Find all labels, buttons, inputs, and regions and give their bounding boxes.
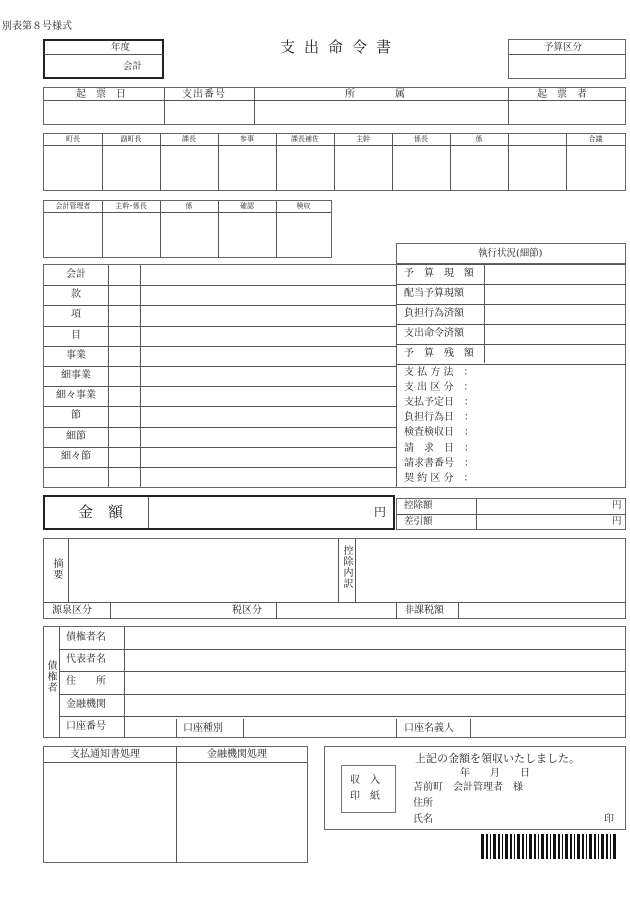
account-label: 会計 bbox=[123, 61, 143, 72]
barcode-image bbox=[481, 834, 620, 859]
divider bbox=[44, 212, 331, 213]
divider bbox=[60, 694, 625, 695]
divider bbox=[44, 100, 625, 101]
divider bbox=[397, 514, 625, 515]
divider bbox=[164, 88, 165, 125]
divider bbox=[44, 406, 396, 407]
divider bbox=[60, 671, 625, 672]
budget-item-label: 目 bbox=[71, 330, 81, 341]
approval-label: 町長 bbox=[66, 135, 80, 143]
summary-box bbox=[43, 538, 626, 619]
approval-label: 係長 bbox=[414, 135, 428, 143]
address-label: 住所 bbox=[413, 798, 433, 809]
shozoku-label: 所 属 bbox=[345, 89, 405, 100]
divider bbox=[355, 539, 356, 602]
form-label: 別表第８号様式 bbox=[2, 21, 72, 32]
execution-item-label: 配当予算現額 bbox=[404, 288, 464, 299]
divider bbox=[44, 366, 396, 367]
divider bbox=[509, 54, 625, 55]
divider bbox=[508, 88, 509, 125]
budget-item-label: 細々事業 bbox=[56, 390, 96, 401]
divider bbox=[44, 54, 163, 55]
divider bbox=[396, 719, 397, 737]
year-account-box bbox=[43, 39, 164, 79]
nontax-label: 非課税額 bbox=[404, 605, 444, 616]
divider bbox=[110, 603, 111, 619]
creditor-item-label: 代表者名 bbox=[66, 654, 106, 665]
divider bbox=[148, 497, 149, 528]
budget-item-label: 細節 bbox=[66, 431, 86, 442]
creditor-label: 債権者 bbox=[45, 660, 56, 693]
divider bbox=[397, 364, 625, 365]
accounting-label: 会計管理者 bbox=[55, 202, 91, 210]
account-holder-label: 口座名義人 bbox=[404, 723, 454, 734]
divider bbox=[68, 539, 69, 602]
stamp-label-1: 収 入 bbox=[350, 775, 380, 786]
divider bbox=[470, 719, 471, 737]
divider bbox=[508, 134, 509, 190]
divider bbox=[243, 719, 244, 737]
execution-item-label: 予 算 残 額 bbox=[404, 348, 474, 359]
notice-label: 支払通知書処理 bbox=[70, 749, 140, 760]
page-title: 支出命令書 bbox=[280, 38, 401, 56]
creditor-item-label: 債権者名 bbox=[66, 632, 106, 643]
divider bbox=[108, 265, 109, 487]
accounting-label: 確認 bbox=[240, 202, 254, 210]
approval-label: 課長 bbox=[182, 135, 196, 143]
payment-detail-label: 支払予定日 ： bbox=[404, 397, 474, 408]
budget-item-label: 細々節 bbox=[61, 451, 91, 462]
execution-item-label: 予 算 現 額 bbox=[404, 268, 474, 279]
creditor-item-label: 金融機関 bbox=[66, 699, 106, 710]
divider bbox=[59, 627, 60, 737]
divider bbox=[176, 719, 177, 737]
divider bbox=[397, 284, 625, 285]
divider bbox=[44, 467, 396, 468]
approval-label: 参事 bbox=[240, 135, 254, 143]
accounting-label: 係 bbox=[185, 202, 193, 210]
divider bbox=[484, 265, 485, 363]
creditor-box bbox=[43, 626, 626, 738]
payment-detail-label: 支 払 方 法 ： bbox=[404, 367, 474, 378]
payment-detail-label: 請 求 日 ： bbox=[404, 443, 474, 454]
divider bbox=[44, 602, 625, 603]
budget-item-label: 細事業 bbox=[61, 370, 91, 381]
tax-label: 税区分 bbox=[232, 605, 262, 616]
year-label: 年度 bbox=[111, 42, 131, 53]
net-yen: 円 bbox=[612, 516, 622, 527]
divider bbox=[44, 447, 396, 448]
divider bbox=[124, 627, 125, 737]
date-line: 年 月 日 bbox=[460, 768, 530, 779]
amount-yen: 円 bbox=[374, 505, 387, 519]
deduction-label: 控除額 bbox=[404, 500, 433, 511]
divider bbox=[176, 747, 177, 862]
divider bbox=[338, 539, 339, 602]
divider bbox=[140, 265, 141, 487]
divider bbox=[396, 265, 397, 487]
execution-title: 執行状況(細節) bbox=[478, 248, 543, 259]
payment-detail-label: 契 約 区 分 ： bbox=[404, 473, 474, 484]
receipt-text: 上記の金額を領収いたしました。 bbox=[415, 752, 580, 765]
divider bbox=[476, 499, 477, 529]
creditor-item-label: 住 所 bbox=[66, 676, 106, 687]
execution-item-label: 負担行為済額 bbox=[404, 308, 464, 319]
seal-label: 印 bbox=[604, 814, 614, 825]
divider bbox=[60, 649, 625, 650]
name-label: 氏名 bbox=[413, 814, 433, 825]
divider bbox=[458, 603, 459, 619]
payment-detail-label: 検査検収日 ： bbox=[404, 427, 474, 438]
approval-label: 課長補佐 bbox=[291, 135, 319, 143]
budget-category-label: 予算区分 bbox=[544, 42, 583, 53]
budget-item-label: 項 bbox=[71, 309, 81, 320]
bank-process-label: 金融機関処理 bbox=[207, 749, 267, 760]
divider bbox=[396, 603, 397, 619]
payment-detail-label: 負担行為日 ： bbox=[404, 412, 474, 423]
divider bbox=[44, 305, 396, 306]
shishutsu-no-label: 支出番号 bbox=[182, 89, 226, 100]
budget-item-label: 会計 bbox=[66, 269, 86, 280]
divider bbox=[254, 88, 255, 125]
receiver: 苫前町 会計管理者 様 bbox=[413, 782, 523, 793]
divider bbox=[397, 304, 625, 305]
approval-label: 主幹 bbox=[356, 135, 370, 143]
payment-detail-label: 支 出 区 分 ： bbox=[404, 382, 474, 393]
payment-detail-label: 請求書番号 ： bbox=[404, 458, 474, 469]
divider bbox=[397, 264, 625, 265]
approval-label: 合議 bbox=[588, 135, 603, 143]
deduction-detail-label: 控除内訳 bbox=[341, 545, 352, 589]
divider bbox=[44, 285, 396, 286]
kihyobi-label: 起 票 日 bbox=[76, 89, 126, 100]
divider bbox=[397, 344, 625, 345]
execution-item-label: 支出命令済額 bbox=[404, 328, 464, 339]
deduction-yen: 円 bbox=[612, 500, 622, 511]
budget-table bbox=[43, 264, 626, 488]
amount-label: 金 額 bbox=[78, 503, 124, 521]
account-type-label: 口座種別 bbox=[183, 723, 223, 734]
creditor-item-label: 口座番号 bbox=[66, 721, 106, 732]
divider bbox=[44, 346, 396, 347]
summary-label: 摘要 bbox=[51, 558, 62, 580]
accounting-label: 主幹･係長 bbox=[115, 202, 147, 210]
net-label: 差引額 bbox=[404, 516, 433, 527]
divider bbox=[44, 386, 396, 387]
revenue-stamp-box bbox=[341, 765, 396, 813]
divider bbox=[44, 427, 396, 428]
gensen-label: 源泉区分 bbox=[52, 605, 92, 616]
approval-label: 係 bbox=[475, 135, 483, 143]
divider bbox=[60, 716, 625, 717]
approval-label: 副町長 bbox=[120, 135, 142, 143]
divider bbox=[44, 326, 396, 327]
stamp-label-2: 印 紙 bbox=[350, 791, 380, 802]
kihyosha-label: 起 票 者 bbox=[537, 89, 587, 100]
budget-item-label: 款 bbox=[71, 289, 81, 300]
divider bbox=[276, 603, 277, 619]
divider bbox=[397, 324, 625, 325]
budget-item-label: 節 bbox=[71, 410, 81, 421]
accounting-label: 検収 bbox=[296, 202, 311, 210]
budget-item-label: 事業 bbox=[66, 350, 86, 361]
